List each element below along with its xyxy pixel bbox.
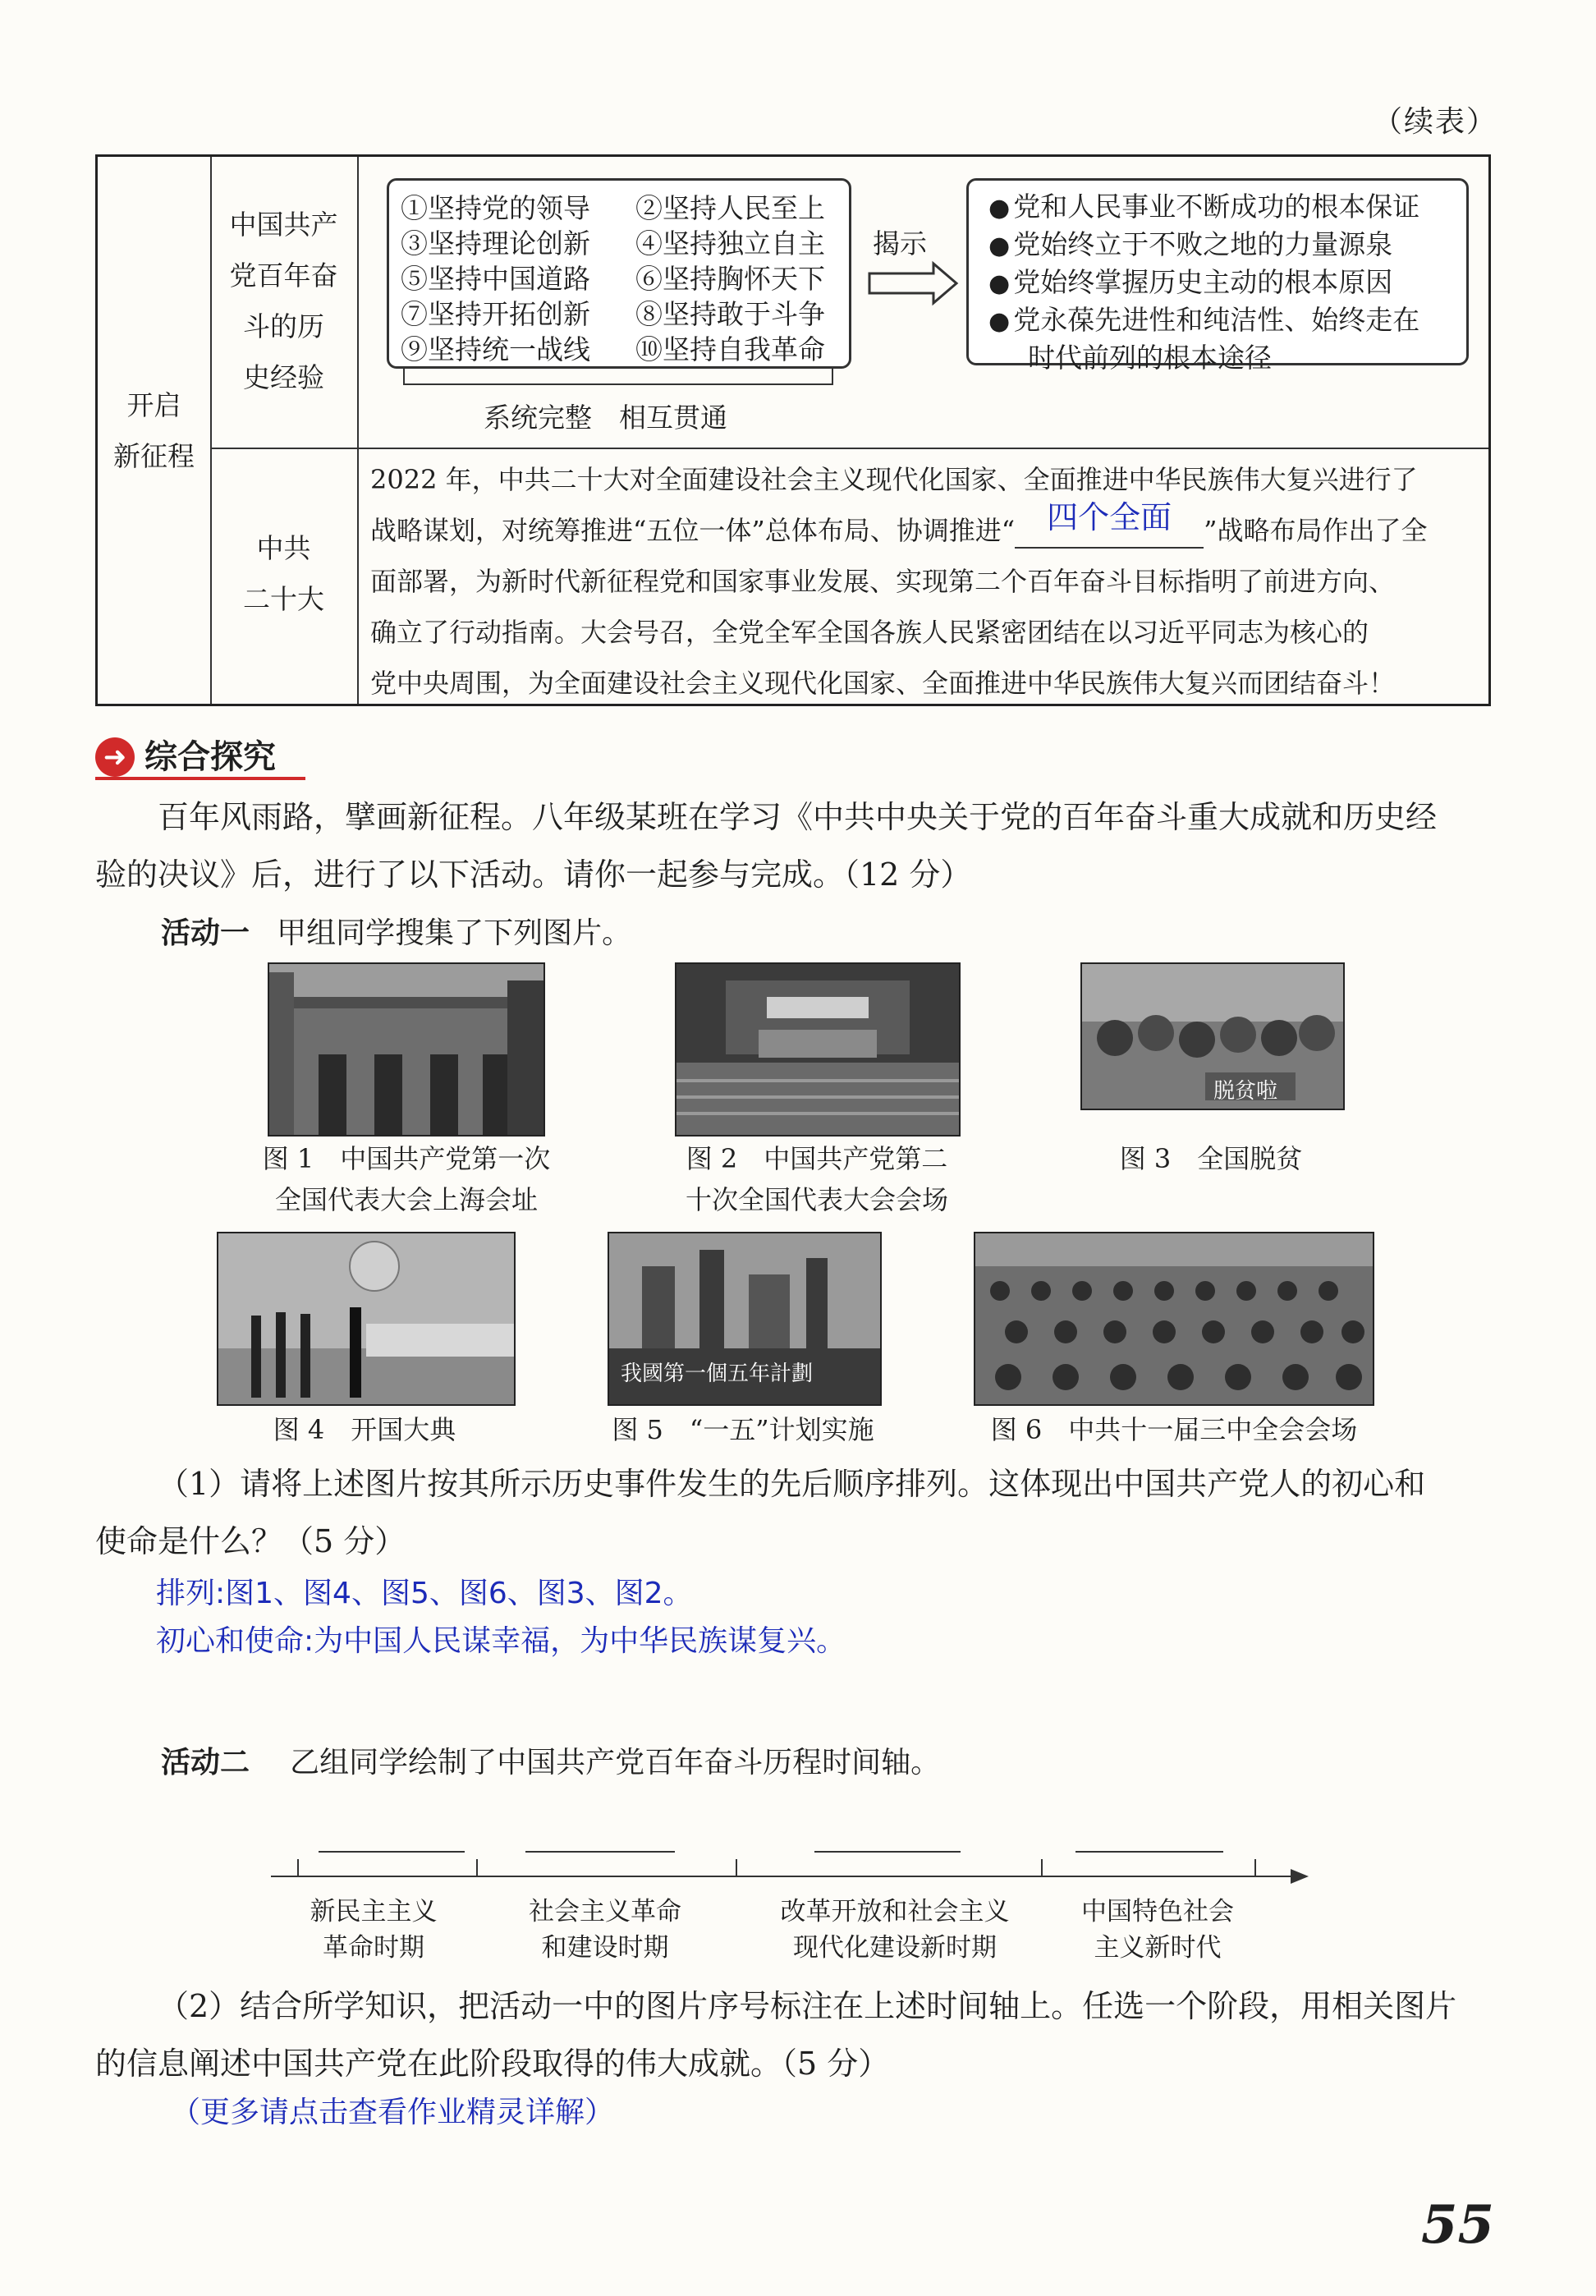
photo-fig3-poverty-alleviation <box>1080 962 1345 1110</box>
timeline-tick <box>476 1859 478 1876</box>
timeline-axis <box>271 1876 1305 1877</box>
timeline-tick <box>1254 1859 1256 1876</box>
point-7: ⑦坚持开拓创新 <box>401 298 590 330</box>
fill-answer: 四个全面 <box>1047 499 1172 535</box>
period-new-democratic-revolution: 新民主主义 革命时期 <box>310 1897 438 1963</box>
section-label-20th-congress: 中共 二十大 <box>243 532 324 615</box>
result-item: ● 党始终立于不败之地的力量源泉 <box>988 228 1393 260</box>
summary-table <box>95 154 1491 706</box>
timeline-arrow-icon <box>1291 1867 1310 1885</box>
caption-fig5: 图 5 “一五”计划实施 <box>612 1414 874 1445</box>
photo-fig5-first-five-year-plan <box>608 1232 882 1406</box>
answer-1 <box>156 1570 846 1665</box>
point-8: ⑧坚持敢于斗争 <box>635 298 825 330</box>
continued-label: （续表） <box>1372 105 1497 139</box>
table-col-divider-2 <box>357 157 359 704</box>
timeline-blank-3[interactable] <box>814 1851 961 1853</box>
points-bracket <box>403 369 833 385</box>
fig5-banner-text: 我國第一個五年計劃 <box>621 1362 814 1386</box>
photo-fig4-founding-ceremony <box>217 1232 516 1406</box>
table-row-divider <box>210 448 1488 449</box>
results-box <box>966 178 1469 374</box>
page-number: 55 <box>1420 2194 1494 2256</box>
period-reform-opening: 改革开放和社会主义 现代化建设新时期 <box>780 1897 1010 1963</box>
section-underline <box>95 777 305 780</box>
point-4: ④坚持独立自主 <box>635 227 825 259</box>
result-item: ● 党始终掌握历史主动的根本原因 <box>988 266 1393 298</box>
result-item-continued: 时代前列的根本途径 <box>1028 342 1272 374</box>
activity2-header <box>161 1739 940 1781</box>
photo-fig1-first-congress-site <box>268 962 545 1137</box>
timeline-blank-1[interactable] <box>319 1851 465 1853</box>
section-title: 综合探究 <box>144 738 276 776</box>
fig3-banner-text: 脱贫啦 <box>1213 1079 1278 1104</box>
result-item: ● 党和人民事业不断成功的根本保证 <box>988 191 1420 223</box>
row-label-new-journey: 开启 新征程 <box>113 389 195 472</box>
point-1: ①坚持党的领导 <box>401 192 590 224</box>
timeline-tick <box>736 1859 737 1876</box>
answer-mission: 初心和使命:为中国人民谋幸福，为中华民族谋复兴。 <box>156 1624 846 1658</box>
congress-paragraph: 2022 年，中共二十大对全面建设社会主义现代化国家、全面推进中华民族伟大复兴进行了 战略谋划，对统筹推进“五位一体”总体布局、协调推进“ 四个全面 ”战略布局作出了全 面部署，为新时代新征程党和国家事业发展、实现第二个百年奋斗目标指明了前进方向、 确立了行动指南。大会号召，全党全军全国各族人民紧密团结在以习近平同志为核心的 党中央周围，为全面建设社会主义现代化国家、全面推进中华民族伟大复兴而团结奋斗！ <box>370 464 1428 699</box>
point-3: ③坚持理论创新 <box>401 227 590 259</box>
more-details-link[interactable]: （更多请点击查看作业精灵详解） <box>171 2096 615 2129</box>
caption-fig3: 图 3 全国脱贫 <box>1119 1143 1303 1174</box>
section-label-history-experience: 中国共产 党百年奋 斗的历 史经验 <box>229 209 338 393</box>
activity1-text: 甲组同学搜集了下列图片。 <box>277 916 632 950</box>
activity1-header <box>161 910 631 952</box>
point-6: ⑥坚持胸怀天下 <box>635 263 825 295</box>
caption-fig6: 图 6 中共十一届三中全会会场 <box>990 1414 1358 1445</box>
arrow-right-icon: ➜ <box>95 737 135 777</box>
timeline-blank-2[interactable] <box>525 1851 675 1853</box>
intro-paragraph: 百年风雨路，擘画新征程。八年级某班在学习《中共中央关于党的百年奋斗重大成就和历史经 验的决议》后，进行了以下活动。请你一起参与完成。（12 分） <box>95 799 1438 893</box>
activity2-label: 活动二 <box>161 1746 250 1779</box>
period-socialist-revolution: 社会主义革命 和建设时期 <box>529 1897 681 1963</box>
point-10: ⑩坚持自我革命 <box>635 333 825 365</box>
point-9: ⑨坚持统一战线 <box>401 333 590 365</box>
point-2: ②坚持人民至上 <box>635 192 825 224</box>
experience-points-box <box>387 178 851 369</box>
timeline-blank-4[interactable] <box>1075 1851 1223 1853</box>
reveal-label: 揭示 <box>873 227 927 259</box>
activity1-label: 活动一 <box>161 916 250 950</box>
caption-fig2: 图 2 中国共产党第二 十次全国代表大会会场 <box>685 1143 948 1215</box>
question-1: （1）请将上述图片按其所示历史事件发生的先后顺序排列。这体现出中国共产党人的初心和 使命是什么？（5 分） <box>95 1466 1426 1559</box>
fill-blank <box>1015 499 1204 549</box>
answer-order: 排列:图1、图4、图5、图6、图3、图2。 <box>156 1577 693 1610</box>
result-item: ● 党永葆先进性和纯洁性、始终走在 <box>988 304 1420 336</box>
summary-text: 系统完整 相互贯通 <box>484 402 727 434</box>
timeline-tick <box>1041 1859 1043 1876</box>
right-arrow-icon <box>864 259 963 308</box>
question-2: （2）结合所学知识，把活动一中的图片序号标注在上述时间轴上。任选一个阶段，用相关图片 的信息阐述中国共产党在此阶段取得的伟大成就。（5 分） <box>95 1988 1457 2082</box>
photo-fig2-20th-congress-hall <box>675 962 961 1137</box>
caption-fig4: 图 4 开国大典 <box>273 1414 456 1445</box>
activity2-text: 乙组同学绘制了中国共产党百年奋斗历程时间轴。 <box>290 1746 941 1779</box>
period-new-era: 中国特色社会 主义新时代 <box>1081 1897 1234 1963</box>
timeline-tick <box>297 1859 299 1876</box>
photo-fig6-third-plenum-hall <box>974 1232 1374 1406</box>
point-5: ⑤坚持中国道路 <box>401 263 590 295</box>
caption-fig1: 图 1 中国共产党第一次 全国代表大会上海会址 <box>262 1143 551 1215</box>
